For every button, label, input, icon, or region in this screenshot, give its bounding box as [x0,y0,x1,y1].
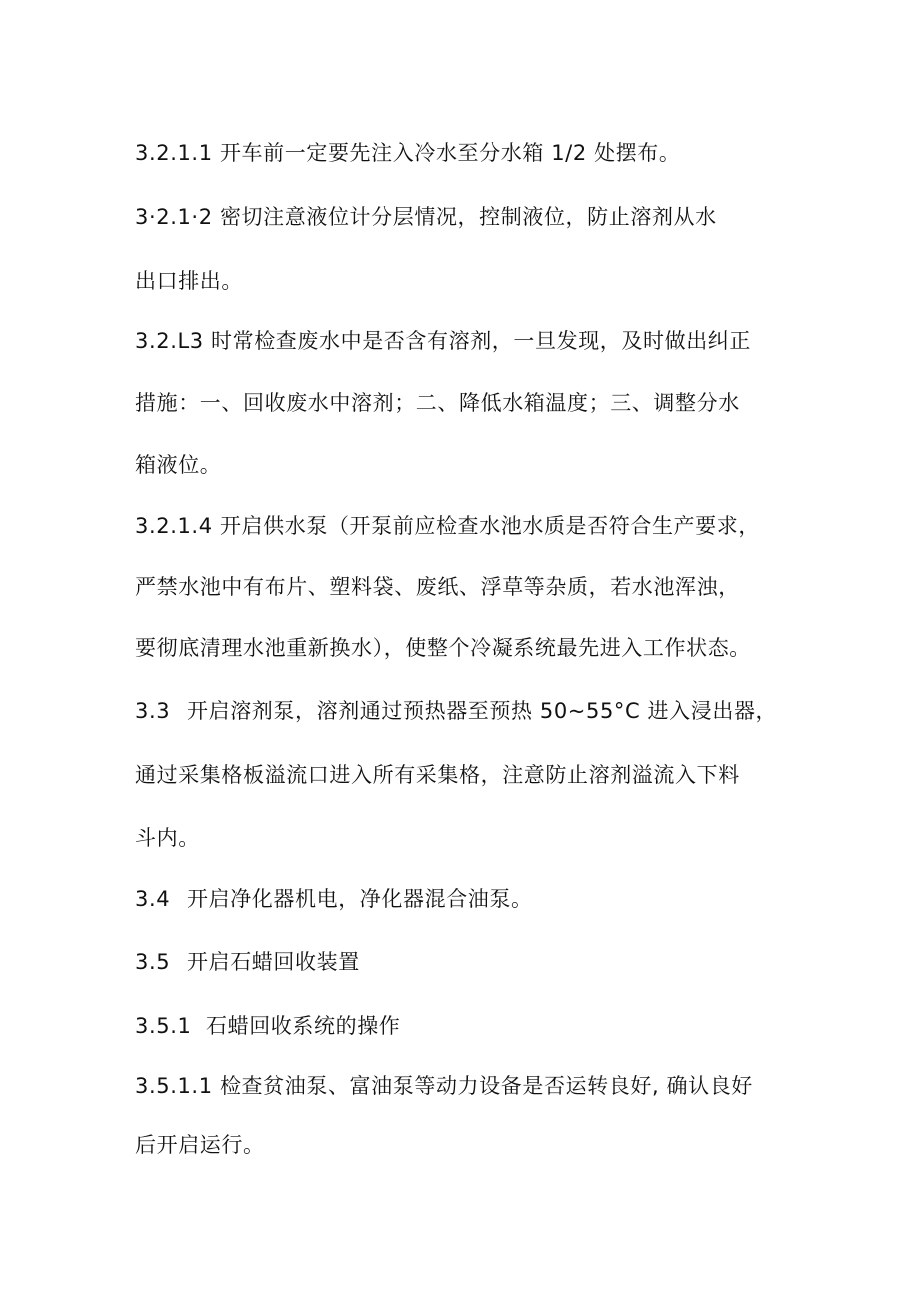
paragraph-line: 后开启运行。 [135,1133,265,1157]
section-number: 3.4 [135,887,171,911]
paragraph-line: 3.5.1.1 检查贫油泵、富油泵等动力设备是否运转良好, 确认良好 [135,1074,753,1098]
paragraph-line: 斗内。 [135,826,200,850]
paragraph-line: 箱液位。 [135,453,222,477]
paragraph-line [135,885,533,913]
paragraph-line [135,948,360,976]
paragraph-line [135,697,777,725]
paragraph-line: 出口排出。 [135,269,243,293]
paragraph-line: 3.2.1.4 开启供水泵（开泵前应检查水池水质是否符合生产要求， [135,514,760,538]
paragraph-line: 3.2.1.1 开车前一定要先注入冷水至分水箱 1/2 处摆布。 [135,141,681,165]
line-text: 开启净化器机电，净化器混合油泵。 [187,887,533,911]
paragraph-line: 通过采集格板溢流口进入所有采集格，注意防止溶剂溢流入下料 [135,763,740,787]
paragraph-line [135,1012,400,1040]
line-text: 石蜡回收系统的操作 [206,1014,401,1038]
section-number: 3.5.1 [135,1014,192,1038]
paragraph-line: 3·2.1·2 密切注意液位计分层情况，控制液位，防止溶剂从水 [135,205,717,229]
paragraph-line: 要彻底清理水池重新换水），使整个冷凝系统最先进入工作状态。 [135,636,751,660]
section-number: 3.5 [135,950,171,974]
paragraph-line: 严禁水池中有布片、塑料袋、废纸、浮草等杂质，若水池浑浊， [135,575,740,599]
section-number: 3.3 [135,699,171,723]
line-text: 开启石蜡回收装置 [187,950,360,974]
paragraph-line: 3.2.L3 时常检查废水中是否含有溶剂，一旦发现，及时做出纠正 [135,329,752,353]
paragraph-line: 措施：一、回收废水中溶剂；二、降低水箱温度；三、调整分水 [135,391,740,415]
line-text: 开启溶剂泵，溶剂通过预热器至预热 50~55°C 进入浸出器， [187,699,778,723]
